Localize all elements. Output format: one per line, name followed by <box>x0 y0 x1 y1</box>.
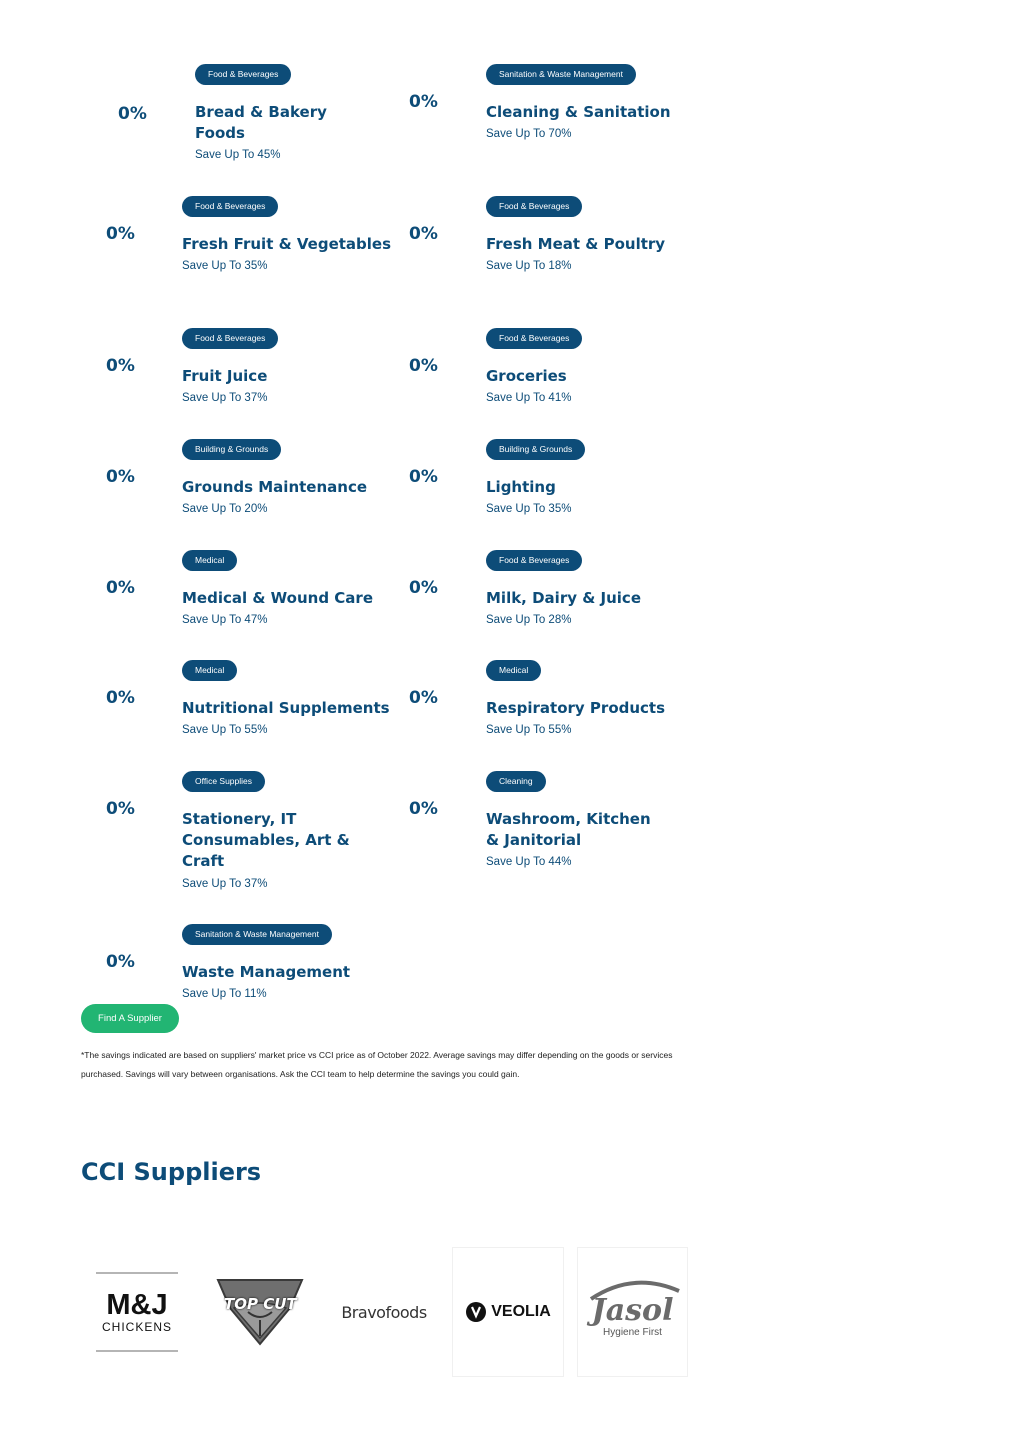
savings-text: Save Up To 41% <box>486 392 572 404</box>
mj-logo-main: M&J <box>106 1289 168 1321</box>
category-title[interactable]: Groceries <box>486 367 567 385</box>
mj-logo-sub: CHICKENS <box>101 1320 172 1334</box>
discount-percent: 0% <box>409 92 438 112</box>
savings-text: Save Up To 37% <box>182 392 268 404</box>
veolia-icon <box>465 1301 487 1323</box>
savings-text: Save Up To 35% <box>486 503 572 515</box>
discount-percent: 0% <box>106 467 135 487</box>
category-badge[interactable]: Food & Beverages <box>486 550 582 571</box>
category-badge[interactable]: Food & Beverages <box>182 328 278 349</box>
suppliers-heading: CCI Suppliers <box>81 1158 262 1186</box>
category-title[interactable]: Milk, Dairy & Juice <box>486 589 641 607</box>
discount-percent: 0% <box>118 104 147 124</box>
category-title[interactable]: Fresh Fruit & Vegetables <box>182 235 392 253</box>
discount-percent: 0% <box>106 688 135 708</box>
savings-text: Save Up To 11% <box>182 988 267 1000</box>
category-badge[interactable]: Medical <box>486 660 541 681</box>
category-badge[interactable]: Food & Beverages <box>195 64 291 85</box>
discount-percent: 0% <box>409 688 438 708</box>
discount-percent: 0% <box>409 224 438 244</box>
jasol-wordmark: Jasol <box>591 1292 674 1328</box>
veolia-wordmark: VEOLIA <box>491 1303 551 1320</box>
category-badge[interactable]: Building & Grounds <box>486 439 585 460</box>
supplier-logo-top-cut[interactable] <box>210 1247 310 1377</box>
savings-text: Save Up To 20% <box>182 503 268 515</box>
category-title[interactable]: Medical & Wound Care <box>182 589 373 607</box>
category-title[interactable]: Washroom, Kitchen & Janitorial <box>486 810 651 849</box>
category-title[interactable]: Bread & Bakery Foods <box>195 103 327 142</box>
jasol-tagline: Hygiene First <box>603 1326 662 1338</box>
discount-percent: 0% <box>106 952 135 972</box>
category-badge[interactable]: Food & Beverages <box>182 196 278 217</box>
category-badge[interactable]: Sanitation & Waste Management <box>182 924 332 945</box>
savings-text: Save Up To 47% <box>182 614 268 626</box>
discount-percent: 0% <box>409 578 438 598</box>
savings-text: Save Up To 45% <box>195 149 281 161</box>
category-title[interactable]: Fruit Juice <box>182 367 268 385</box>
savings-text: Save Up To 55% <box>486 724 572 736</box>
savings-text: Save Up To 35% <box>182 260 268 272</box>
bravofoods-wordmark: Bravofoods <box>341 1302 427 1322</box>
savings-text: Save Up To 70% <box>486 128 572 140</box>
category-badge[interactable]: Medical <box>182 660 237 681</box>
category-title[interactable]: Stationery, IT Consumables, Art & Craft <box>182 810 350 870</box>
category-badge[interactable]: Sanitation & Waste Management <box>486 64 636 85</box>
savings-text: Save Up To 55% <box>182 724 268 736</box>
discount-percent: 0% <box>106 224 135 244</box>
supplier-logo-bravofoods[interactable] <box>322 1247 446 1377</box>
top-cut-text: TOP CUT <box>224 1295 297 1313</box>
category-badge[interactable]: Food & Beverages <box>486 196 582 217</box>
category-title[interactable]: Grounds Maintenance <box>182 478 368 496</box>
jasol-swoosh-icon <box>583 1277 683 1301</box>
category-title[interactable]: Waste Management <box>182 963 351 981</box>
discount-percent: 0% <box>106 578 135 598</box>
category-badge[interactable]: Office Supplies <box>182 771 265 792</box>
savings-text: Save Up To 18% <box>486 260 572 272</box>
category-title[interactable]: Fresh Meat & Poultry <box>486 235 666 253</box>
discount-percent: 0% <box>409 467 438 487</box>
category-badge[interactable]: Cleaning <box>486 771 546 792</box>
category-badge[interactable]: Food & Beverages <box>486 328 582 349</box>
supplier-logo-mj-chickens[interactable] <box>90 1247 184 1377</box>
discount-percent: 0% <box>106 356 135 376</box>
find-supplier-button[interactable]: Find A Supplier <box>81 1004 179 1033</box>
category-title[interactable]: Cleaning & Sanitation <box>486 103 671 121</box>
category-badge[interactable]: Medical <box>182 550 237 571</box>
savings-text: Save Up To 28% <box>486 614 572 626</box>
category-title[interactable]: Nutritional Supplements <box>182 699 390 717</box>
category-title[interactable]: Respiratory Products <box>486 699 666 717</box>
savings-disclaimer: *The savings indicated are based on suppliers' market price vs CCI price as of October 2022. Average savings may differ depending on the goods or services purchased. Savings will vary between organisations. Ask the CCI team to help determine the savings you could gain. <box>81 1050 673 1079</box>
savings-text: Save Up To 37% <box>182 878 268 890</box>
discount-percent: 0% <box>409 356 438 376</box>
savings-text: Save Up To 44% <box>486 856 572 868</box>
category-title[interactable]: Lighting <box>486 478 556 496</box>
supplier-logo-jasol[interactable] <box>577 1247 688 1377</box>
discount-percent: 0% <box>409 799 438 819</box>
supplier-logo-veolia[interactable] <box>452 1247 564 1377</box>
category-badge[interactable]: Building & Grounds <box>182 439 281 460</box>
discount-percent: 0% <box>106 799 135 819</box>
